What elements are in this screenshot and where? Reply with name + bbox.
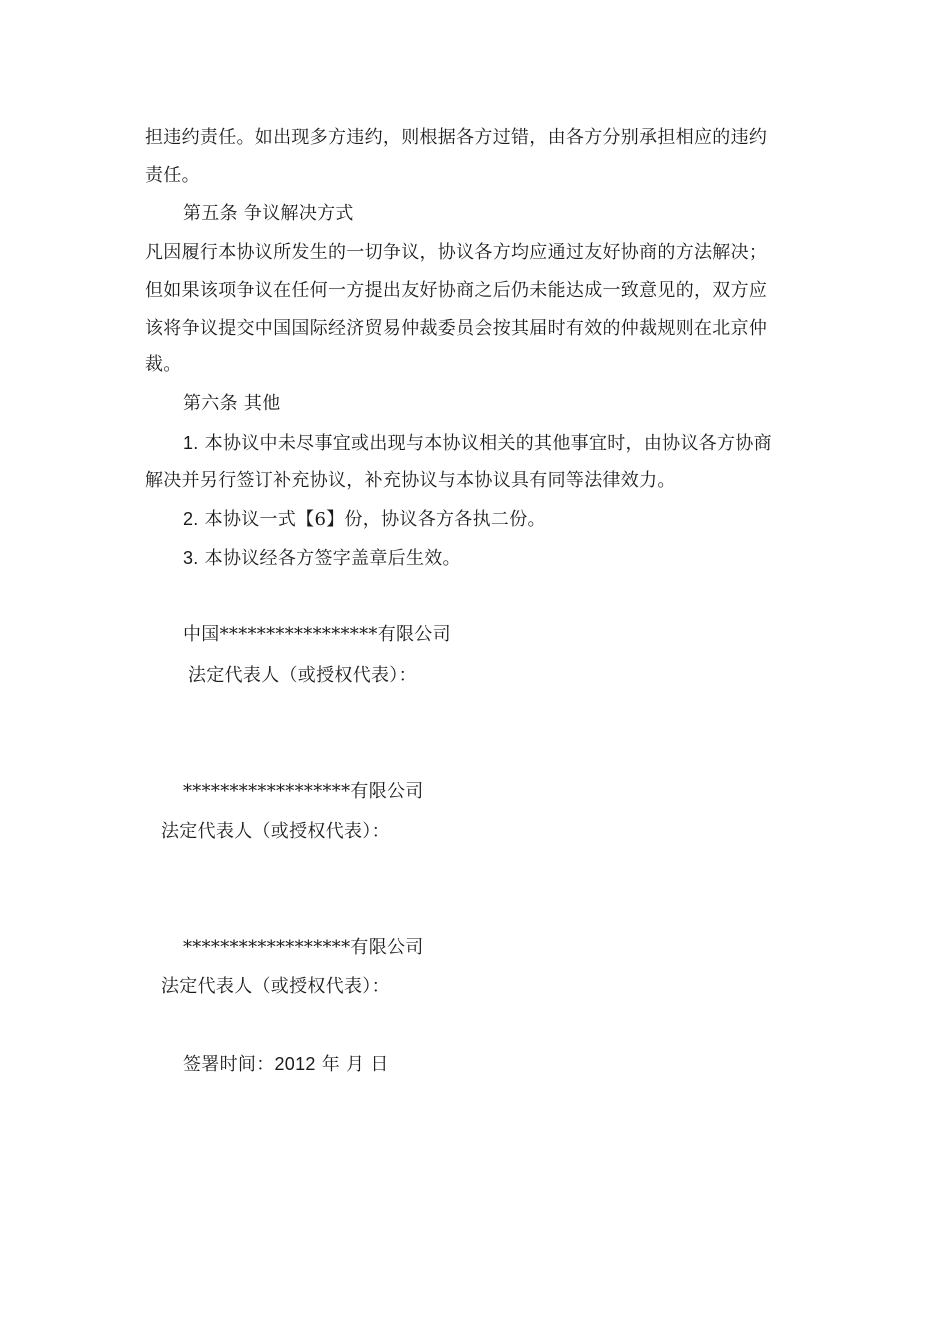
liability-line-1: 担违约责任。如出现多方违约，则根据各方过错，由各方分别承担相应的违约 [145, 127, 768, 148]
signature-company-2: ******************有限公司 [183, 781, 424, 802]
signature-company-1: 中国*****************有限公司 [183, 624, 451, 645]
signature-company-3: ******************有限公司 [183, 937, 424, 958]
article-5-line-3: 该将争议提交中国国际经济贸易仲裁委员会按其届时有效的仲裁规则在北京仲 [145, 318, 768, 339]
item-number: 3. [183, 548, 199, 568]
item-number: 1. [183, 433, 199, 453]
signing-date-label: 签署时间： [183, 1054, 275, 1075]
signature-representative-2: 法定代表人（或授权代表）： [161, 821, 390, 842]
liability-line-2: 责任。 [145, 165, 200, 186]
article-5-line-4: 裁。 [145, 354, 182, 375]
article-6-item-2 [183, 507, 546, 532]
article-6-item-3 [183, 546, 461, 571]
article-6-heading: 第六条 其他 [183, 393, 281, 414]
signing-date [183, 1052, 389, 1077]
signature-representative-3: 法定代表人（或授权代表）： [161, 976, 390, 997]
article-5-line-2: 但如果该项争议在任何一方提出友好协商之后仍未能达成一致意见的，双方应 [145, 280, 768, 301]
article-5-line-1: 凡因履行本协议所发生的一切争议，协议各方均应通过友好协商的方法解决； [145, 242, 768, 263]
article-6-item-1-cont: 解决并另行签订补充协议，补充协议与本协议具有同等法律效力。 [145, 470, 676, 491]
item-number: 2. [183, 509, 199, 529]
article-5-heading: 第五条 争议解决方式 [183, 203, 354, 224]
item-text: 本协议一式【6】份，协议各方各执二份。 [198, 509, 546, 530]
item-text: 本协议经各方签字盖章后生效。 [198, 548, 461, 569]
signing-date-year: 2012 [274, 1054, 316, 1074]
article-6-item-1 [183, 431, 772, 456]
item-text: 本协议中未尽事宜或出现与本协议相关的其他事宜时，由协议各方协商 [198, 433, 772, 454]
signature-representative-1: 法定代表人（或授权代表）： [188, 665, 417, 686]
signing-date-rest: 年 月 日 [315, 1054, 389, 1075]
